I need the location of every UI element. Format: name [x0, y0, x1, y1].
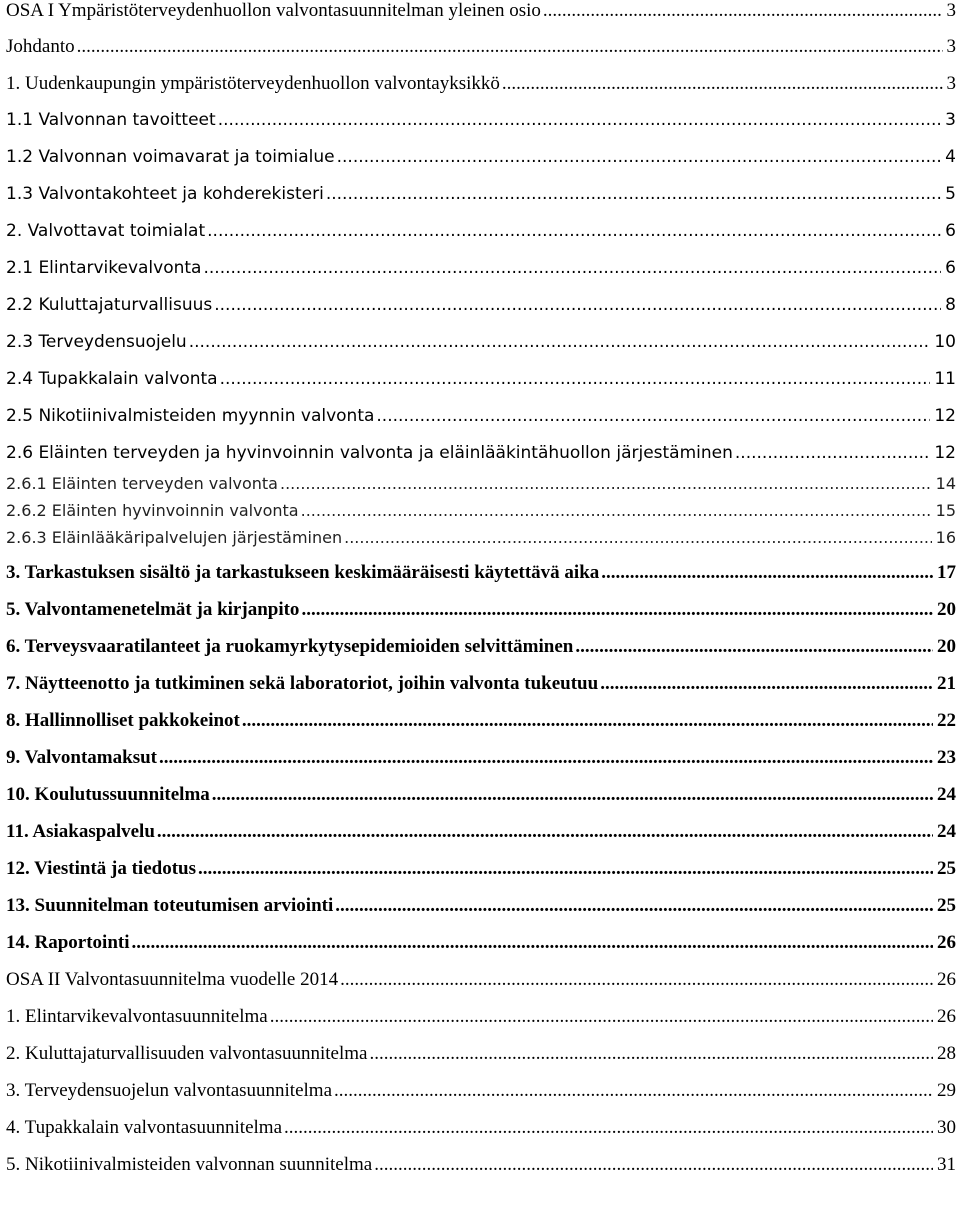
- toc-entry-page-number: 3: [946, 0, 956, 21]
- toc-entry-page-number: 31: [937, 1154, 956, 1175]
- toc-dot-leader: [198, 858, 933, 880]
- toc-entry[interactable]: [6, 36, 956, 58]
- toc-entry-page-number: 23: [937, 747, 956, 768]
- toc-entry[interactable]: [6, 110, 956, 130]
- toc-dot-leader: [218, 110, 941, 130]
- toc-dot-leader: [157, 821, 933, 843]
- toc-entry-page-number: 14: [935, 474, 956, 493]
- toc-entry[interactable]: [6, 969, 956, 991]
- toc-entry[interactable]: [6, 1006, 956, 1028]
- toc-dot-leader: [203, 258, 941, 278]
- toc-entry-title: 2.6.2 Eläinten hyvinvoinnin valvonta: [6, 501, 299, 520]
- toc-entry[interactable]: [6, 1117, 956, 1139]
- toc-dot-leader: [189, 332, 931, 352]
- toc-entry[interactable]: [6, 221, 956, 241]
- toc-dot-leader: [220, 369, 931, 389]
- toc-entry[interactable]: [6, 1154, 956, 1176]
- toc-entry-title: 1.2 Valvonnan voimavarat ja toimialue: [6, 147, 335, 167]
- toc-entry[interactable]: [6, 784, 956, 806]
- toc-dot-leader: [270, 1006, 933, 1028]
- toc-dot-leader: [159, 747, 933, 769]
- toc-entry-title: 3. Tarkastuksen sisältö ja tarkastukseen keskimääräisesti käytettävä aika: [6, 562, 600, 583]
- toc-entry-page-number: 20: [937, 599, 956, 620]
- toc-entry-title: 2.1 Elintarvikevalvonta: [6, 258, 202, 278]
- toc-dot-leader: [374, 1154, 933, 1176]
- toc-entry-title: 5. Valvontamenetelmät ja kirjanpito: [6, 599, 300, 620]
- toc-dot-leader: [207, 221, 941, 241]
- toc-dot-leader: [600, 673, 933, 695]
- toc-entry-page-number: 24: [937, 784, 956, 805]
- toc-entry-page-number: 5: [945, 184, 956, 204]
- toc-entry-title: 2.5 Nikotiinivalmisteiden myynnin valvonta: [6, 406, 375, 426]
- toc-dot-leader: [735, 443, 930, 463]
- toc-entry[interactable]: [6, 932, 956, 954]
- toc-entry[interactable]: [6, 599, 956, 621]
- toc-entry[interactable]: [6, 369, 956, 389]
- toc-entry-page-number: 26: [937, 1006, 956, 1027]
- toc-entry[interactable]: [6, 1080, 956, 1102]
- toc-entry-page-number: 21: [937, 673, 956, 694]
- toc-entry-page-number: 29: [937, 1080, 956, 1101]
- toc-entry-title: 13. Suunnitelman toteutumisen arviointi: [6, 895, 334, 916]
- toc-entry[interactable]: [6, 562, 956, 584]
- toc-dot-leader: [284, 1117, 933, 1139]
- toc-entry-page-number: 22: [937, 710, 956, 731]
- toc-entry-page-number: 26: [937, 932, 956, 953]
- toc-entry-page-number: 25: [937, 858, 956, 879]
- toc-entry[interactable]: [6, 406, 956, 426]
- toc-entry-title: 1.3 Valvontakohteet ja kohderekisteri: [6, 184, 324, 204]
- toc-entry-title: 2.6 Eläinten terveyden ja hyvinvoinnin valvonta ja eläinlääkintähuollon järjestäminen: [6, 443, 733, 463]
- toc-dot-leader: [242, 710, 933, 732]
- toc-dot-leader: [335, 895, 933, 917]
- toc-entry-page-number: 30: [937, 1117, 956, 1138]
- toc-entry-title: 3. Terveydensuojelun valvontasuunnitelma: [6, 1080, 332, 1101]
- toc-entry-page-number: 3: [945, 110, 956, 130]
- toc-dot-leader: [77, 36, 943, 58]
- toc-dot-leader: [301, 501, 932, 520]
- toc-entry-title: 1. Elintarvikevalvontasuunnitelma: [6, 1006, 268, 1027]
- toc-entry[interactable]: [6, 474, 956, 493]
- toc-dot-leader: [337, 147, 942, 167]
- toc-dot-leader: [301, 599, 933, 621]
- toc-dot-leader: [132, 932, 934, 954]
- toc-entry[interactable]: [6, 147, 956, 167]
- toc-entry-title: 8. Hallinnolliset pakkokeinot: [6, 710, 240, 731]
- toc-entry[interactable]: [6, 184, 956, 204]
- toc-entry[interactable]: [6, 258, 956, 278]
- toc-entry-title: 2.2 Kuluttajaturvallisuus: [6, 295, 213, 315]
- toc-entry-page-number: 20: [937, 636, 956, 657]
- toc-entry-title: OSA I Ympäristöterveydenhuollon valvontasuunnitelman yleinen osio: [6, 0, 541, 21]
- toc-entry[interactable]: [6, 0, 956, 22]
- toc-entry-page-number: 24: [937, 821, 956, 842]
- toc-entry-title: 12. Viestintä ja tiedotus: [6, 858, 196, 879]
- toc-entry-title: 2. Valvottavat toimialat: [6, 221, 206, 241]
- toc-entry[interactable]: [6, 1043, 956, 1065]
- toc-entry[interactable]: [6, 332, 956, 352]
- toc-entry-title: 2.6.1 Eläinten terveyden valvonta: [6, 474, 278, 493]
- toc-dot-leader: [340, 969, 933, 991]
- toc-entry[interactable]: [6, 895, 956, 917]
- toc-dot-leader: [543, 0, 943, 22]
- toc-dot-leader: [212, 784, 933, 806]
- toc-entry-title: 1.1 Valvonnan tavoitteet: [6, 110, 216, 130]
- toc-entry[interactable]: [6, 528, 956, 547]
- toc-entry[interactable]: [6, 747, 956, 769]
- toc-entry-title: 1. Uudenkaupungin ympäristöterveydenhuollon valvontayksikkö: [6, 73, 500, 94]
- toc-entry-page-number: 4: [945, 147, 956, 167]
- toc-entry-page-number: 12: [934, 406, 956, 426]
- toc-entry-title: 5. Nikotiinivalmisteiden valvonnan suunnitelma: [6, 1154, 373, 1175]
- toc-dot-leader: [369, 1043, 933, 1065]
- toc-entry[interactable]: [6, 821, 956, 843]
- toc-entry-page-number: 10: [934, 332, 956, 352]
- toc-entry-page-number: 3: [946, 36, 956, 57]
- toc-entry[interactable]: [6, 73, 956, 95]
- toc-entry-page-number: 28: [937, 1043, 956, 1064]
- toc-entry[interactable]: [6, 636, 956, 658]
- toc-entry-title: 2. Kuluttajaturvallisuuden valvontasuunnitelma: [6, 1043, 368, 1064]
- toc-entry-page-number: 3: [946, 73, 956, 94]
- toc-dot-leader: [326, 184, 941, 204]
- toc-entry-page-number: 15: [935, 501, 956, 520]
- toc-entry-title: 14. Raportointi: [6, 932, 130, 953]
- toc-entry[interactable]: [6, 295, 956, 315]
- toc-entry-page-number: 11: [934, 369, 956, 389]
- toc-dot-leader: [601, 562, 933, 584]
- toc-entry-page-number: 17: [937, 562, 956, 583]
- toc-entry-title: 4. Tupakkalain valvontasuunnitelma: [6, 1117, 283, 1138]
- toc-dot-leader: [376, 406, 930, 426]
- toc-entry-page-number: 12: [934, 443, 956, 463]
- toc-entry-title: 6. Terveysvaaratilanteet ja ruokamyrkytysepidemioiden selvittäminen: [6, 636, 574, 657]
- toc-entry-page-number: 6: [945, 221, 956, 241]
- toc-dot-leader: [575, 636, 933, 658]
- toc-entry-page-number: 26: [937, 969, 956, 990]
- toc-entry-title: 7. Näytteenotto ja tutkiminen sekä laboratoriot, joihin valvonta tukeutuu: [6, 673, 599, 694]
- toc-entry-page-number: 6: [945, 258, 956, 278]
- toc-entry-page-number: 8: [945, 295, 956, 315]
- toc-dot-leader: [214, 295, 941, 315]
- toc-entry-title: 2.4 Tupakkalain valvonta: [6, 369, 218, 389]
- toc-entry-title: 11. Asiakaspalvelu: [6, 821, 155, 842]
- toc-entry-title: 2.3 Terveydensuojelu: [6, 332, 187, 352]
- toc-dot-leader: [280, 474, 932, 493]
- toc-dot-leader: [334, 1080, 933, 1102]
- toc-entry-title: Johdanto: [6, 36, 75, 57]
- toc-dot-leader: [344, 528, 932, 547]
- toc-entry-title: 9. Valvontamaksut: [6, 747, 157, 768]
- toc-entry[interactable]: [6, 443, 956, 463]
- toc-entry[interactable]: [6, 673, 956, 695]
- toc-entry-title: OSA II Valvontasuunnitelma vuodelle 2014: [6, 969, 339, 990]
- toc-entry[interactable]: [6, 710, 956, 732]
- toc-entry-title: 2.6.3 Eläinlääkäripalvelujen järjestäminen: [6, 528, 343, 547]
- toc-entry[interactable]: [6, 858, 956, 880]
- toc-entry-page-number: 25: [937, 895, 956, 916]
- toc-dot-leader: [502, 73, 943, 95]
- toc-entry-page-number: 16: [935, 528, 956, 547]
- toc-entry-title: 10. Koulutussuunnitelma: [6, 784, 210, 805]
- toc-entry[interactable]: [6, 501, 956, 520]
